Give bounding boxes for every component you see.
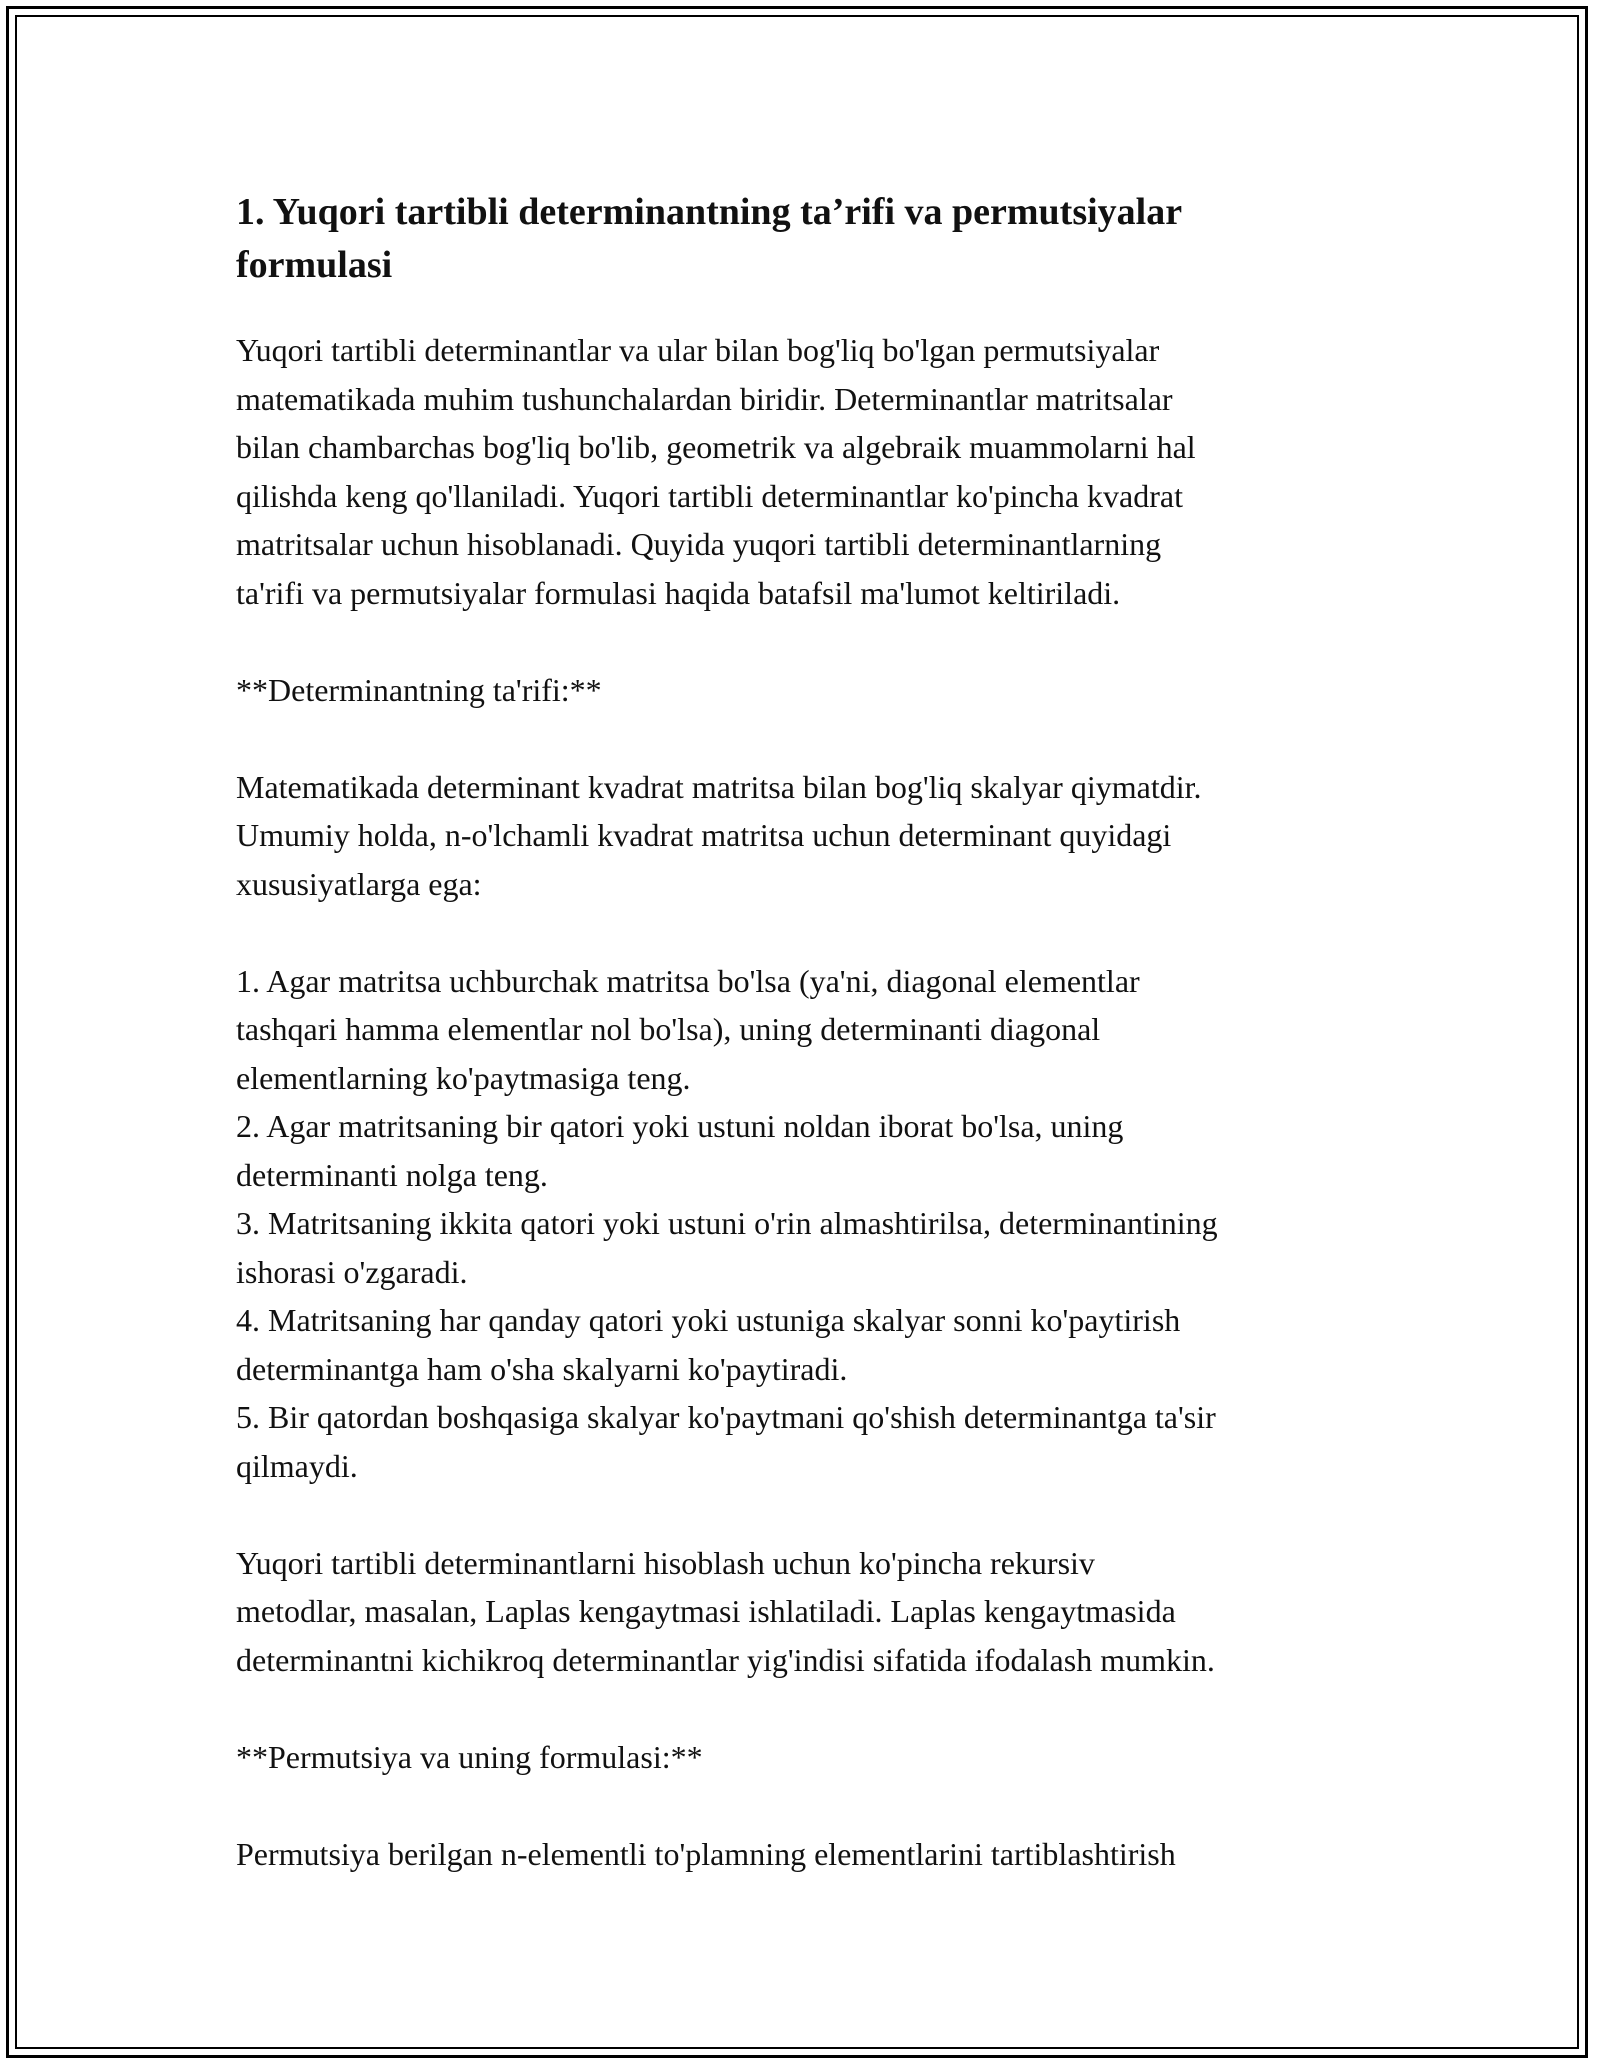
paragraph-spacer (236, 1684, 1386, 1733)
intro-paragraph: Yuqori tartibli determinantlar va ular bilan bog'liq bo'lgan permutsiyalar matematikada muhim tushunchalardan biridir. Determinantlar matritsalar bilan chambarchas bog'liq bo'lib, geometrik va algebraik muammolarni hal qilishda keng qo'llaniladi. Yuqori tartibli determinantlar ko'pincha kvadrat matritsalar uchun hisoblanadi. Quyida yuqori tartibli determinantlarning ta'rifi va permutsiyalar formulasi haqida batafsil ma'lumot keltiriladi. (236, 332, 1196, 611)
paragraph-spacer (236, 617, 1386, 666)
permutation-paragraph: Permutsiya berilgan n-elementli to'plamning elementlarini tartiblashtirish (236, 1835, 1176, 1872)
document-page (236, 186, 1386, 1878)
permutation-subheading: **Permutsiya va uning formulasi:** (236, 1738, 703, 1775)
properties-list: 1. Agar matritsa uchburchak matritsa bo'lsa (ya'ni, diagonal elementlar tashqari hamma elementlar nol bo'lsa), uning determinanti diagonal elementlarning ko'paytmasiga teng. 2. Agar matritsaning bir qatori yoki ustuni noldan iborat bo'lsa, uning determinanti nolga teng. 3. Matritsaning ikkita qatori yoki ustuni o'rin almashtirilsa, determinantining ishorasi o'zgaradi. 4. Matritsaning har qanday qatori yoki ustuniga skalyar sonni ko'paytirish determinantga ham o'sha skalyarni ko'paytiradi. 5. Bir qatordan boshqasiga skalyar ko'paytmani qo'shish determinantga ta'sir qilmaydi. (236, 962, 1218, 1484)
definition-paragraph: Matematikada determinant kvadrat matritsa bilan bog'liq skalyar qiymatdir. Umumiy holda, n-o'lchamli kvadrat matritsa uchun determinant quyidagi xususiyatlarga ega: (236, 768, 1202, 902)
paragraph-spacer (236, 714, 1386, 763)
paragraph-spacer (236, 1490, 1386, 1539)
paragraph-spacer (236, 908, 1386, 957)
section-heading: 1. Yuqori tartibli determinantning ta’rifi va permutsiyalar formulasi (236, 191, 1183, 286)
laplace-paragraph: Yuqori tartibli determinantlarni hisoblash uchun ko'pincha rekursiv metodlar, masalan, Laplas kengaytmasi ishlatiladi. Laplas kengaytmasida determinantni kichikroq determinantlar yig'indisi sifatida ifodalash mumkin. (236, 1544, 1215, 1678)
definition-subheading: **Determinantning ta'rifi:** (236, 671, 602, 708)
paragraph-spacer (236, 1781, 1386, 1830)
